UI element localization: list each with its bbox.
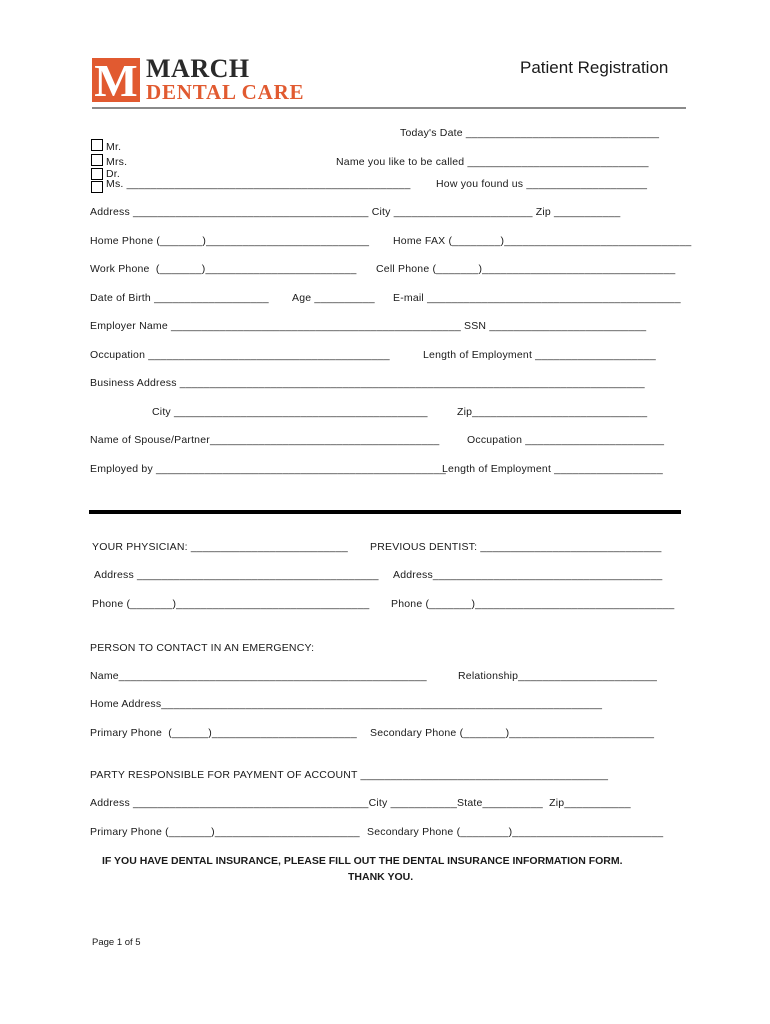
label-dr: Dr. bbox=[106, 168, 121, 180]
field-spouse-occupation[interactable]: Occupation _______________________ bbox=[467, 434, 665, 446]
page-title: Patient Registration bbox=[520, 58, 669, 77]
field-home-fax[interactable]: Home FAX (________)_______________________________ bbox=[393, 235, 692, 247]
field-physician[interactable]: YOUR PHYSICIAN: __________________________ bbox=[92, 541, 348, 553]
checkbox-mrs[interactable] bbox=[91, 154, 103, 166]
section-divider bbox=[89, 510, 681, 514]
field-home-phone[interactable]: Home Phone (_______)___________________________ bbox=[90, 235, 370, 247]
logo-text-dental-care: DENTAL CARE bbox=[146, 80, 305, 104]
field-date-of-birth[interactable]: Date of Birth ___________________ bbox=[90, 292, 269, 304]
field-cell-phone[interactable]: Cell Phone (_______)________________________________ bbox=[376, 263, 676, 275]
field-employed-by[interactable]: Employed by ________________________________________________ bbox=[90, 463, 446, 475]
checkbox-ms[interactable] bbox=[91, 181, 103, 193]
logo-mark: M bbox=[92, 58, 140, 102]
field-emergency-name[interactable]: Name___________________________________________________ bbox=[90, 670, 427, 682]
checkbox-dr[interactable] bbox=[91, 168, 103, 180]
field-emergency-relationship[interactable]: Relationship_______________________ bbox=[458, 670, 658, 682]
field-physician-phone[interactable]: Phone (_______)________________________________ bbox=[92, 598, 370, 610]
field-age[interactable]: Age __________ bbox=[292, 292, 375, 304]
field-emergency-primary-phone[interactable]: Primary Phone (______)________________________ bbox=[90, 727, 357, 739]
header-divider bbox=[92, 107, 686, 109]
field-length-employment[interactable]: Length of Employment ____________________ bbox=[423, 349, 656, 361]
insurance-notice: IF YOU HAVE DENTAL INSURANCE, PLEASE FILL OUT THE DENTAL INSURANCE INFORMATION FORM. bbox=[102, 855, 623, 867]
field-business-city[interactable]: City __________________________________________ bbox=[152, 406, 428, 418]
field-physician-address[interactable]: Address ________________________________________ bbox=[94, 569, 379, 581]
field-email[interactable]: E-mail __________________________________________ bbox=[393, 292, 681, 304]
field-work-phone[interactable]: Work Phone (_______)_________________________ bbox=[90, 263, 357, 275]
logo-text-march: MARCH bbox=[146, 54, 250, 83]
field-responsible-address[interactable]: Address _______________________________________City ___________State__________ Zip___________ bbox=[90, 797, 631, 809]
field-name[interactable]: Ms. _______________________________________________ bbox=[106, 178, 411, 190]
checkbox-mr[interactable] bbox=[91, 139, 103, 151]
field-responsible-party[interactable]: PARTY RESPONSIBLE FOR PAYMENT OF ACCOUNT _________________________________________ bbox=[90, 769, 609, 781]
field-preferred-name[interactable]: Name you like to be called ______________________________ bbox=[336, 156, 649, 168]
field-business-address[interactable]: Business Address _____________________________________________________________________________ bbox=[90, 377, 645, 389]
field-dentist-address[interactable]: Address______________________________________ bbox=[393, 569, 663, 581]
field-emergency-secondary-phone[interactable]: Secondary Phone (_______)________________________ bbox=[370, 727, 655, 739]
emergency-heading: PERSON TO CONTACT IN AN EMERGENCY: bbox=[90, 642, 315, 654]
label-mr: Mr. bbox=[106, 141, 122, 153]
field-dentist-phone[interactable]: Phone (_______)_________________________________ bbox=[391, 598, 675, 610]
field-responsible-secondary-phone[interactable]: Secondary Phone (________)_________________________ bbox=[367, 826, 664, 838]
field-responsible-primary-phone[interactable]: Primary Phone (_______)________________________ bbox=[90, 826, 360, 838]
field-emergency-home-address[interactable]: Home Address_________________________________________________________________________ bbox=[90, 698, 603, 710]
field-spouse-name[interactable]: Name of Spouse/Partner______________________________________ bbox=[90, 434, 440, 446]
field-address[interactable]: Address _______________________________________ City _______________________ Zip ___________ bbox=[90, 206, 621, 218]
field-how-found[interactable]: How you found us ____________________ bbox=[436, 178, 648, 190]
field-employer-ssn[interactable]: Employer Name ________________________________________________ SSN __________________________ bbox=[90, 320, 647, 332]
field-previous-dentist[interactable]: PREVIOUS DENTIST: ______________________________ bbox=[370, 541, 662, 553]
label-mrs: Mrs. bbox=[106, 156, 128, 168]
thank-you-text: THANK YOU. bbox=[348, 871, 414, 883]
field-todays-date[interactable]: Today's Date ________________________________ bbox=[400, 127, 660, 139]
field-occupation[interactable]: Occupation ________________________________________ bbox=[90, 349, 390, 361]
field-spouse-length-employment[interactable]: Length of Employment __________________ bbox=[442, 463, 663, 475]
page-number: Page 1 of 5 bbox=[92, 937, 141, 948]
field-business-zip[interactable]: Zip_____________________________ bbox=[457, 406, 648, 418]
